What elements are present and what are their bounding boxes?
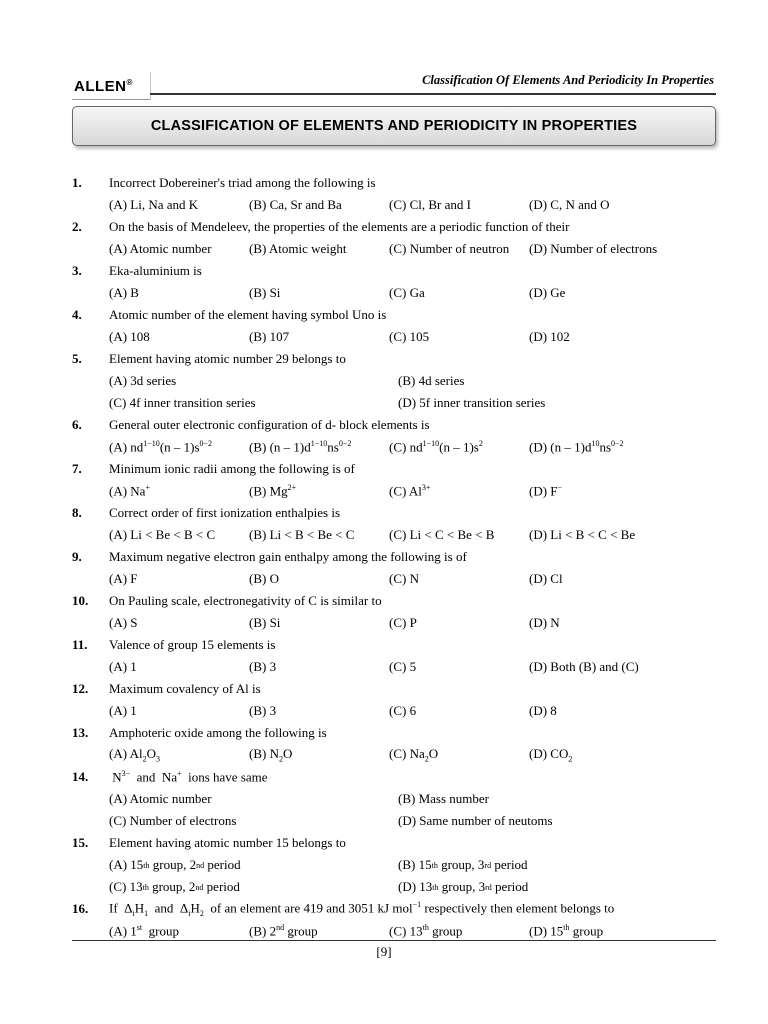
option-a: (A) Atomic number xyxy=(109,241,212,256)
option-c: (C) N xyxy=(389,571,419,586)
question-number: 16. xyxy=(72,901,89,916)
option-d: (D) Same number of neutoms xyxy=(398,813,553,828)
option-c: (C) Ga xyxy=(389,285,425,300)
option-c: (C) Li < C < Be < B xyxy=(389,527,495,542)
option-a: (A) Li, Na and K xyxy=(109,197,199,212)
option-d: (D) Li < B < C < Be xyxy=(529,527,636,542)
question-text: Maximum covalency of Al is xyxy=(109,681,261,696)
question-8 xyxy=(72,502,722,546)
question-text: On Pauling scale, electronegativity of C is similar to xyxy=(109,593,382,608)
option-a: (A) 15 th group, 2 nd period xyxy=(109,857,241,872)
option-a: (A) 108 xyxy=(109,329,150,344)
option-d: (D) 5f inner transition series xyxy=(398,395,546,410)
option-d: (D) 102 xyxy=(529,329,570,344)
option-a: (A) Li < Be < B < C xyxy=(109,527,216,542)
header-title: Classification Of Elements And Periodicity In Properties xyxy=(422,73,714,87)
question-text: Atomic number of the element having symbol Uno is xyxy=(109,307,387,322)
logo-underline xyxy=(72,99,150,100)
option-a: (A) B xyxy=(109,285,139,300)
page-number: [9] xyxy=(376,944,392,959)
option-b: (B) 3 xyxy=(249,659,277,674)
question-number: 6. xyxy=(72,417,82,432)
question-number: 15. xyxy=(72,835,89,850)
question-9 xyxy=(72,546,722,590)
option-d: (D) Number of electrons xyxy=(529,241,658,256)
question-number: 7. xyxy=(72,461,82,476)
option-b: (B) Mass number xyxy=(398,791,489,806)
option-b: (B) O xyxy=(249,571,279,586)
option-a: (A) F xyxy=(109,571,138,586)
header-rule xyxy=(150,93,716,95)
question-number: 13. xyxy=(72,725,89,740)
question-number: 10. xyxy=(72,593,89,608)
question-list xyxy=(72,172,722,942)
option-a: (A) Atomic number xyxy=(109,791,212,806)
question-number: 4. xyxy=(72,307,82,322)
option-b: (B) $N_2O$ xyxy=(249,746,293,764)
option-c: (C) 13 th group, 2 nd period xyxy=(109,879,240,894)
question-15 xyxy=(72,832,722,898)
option-c: (C) 105 xyxy=(389,329,430,344)
option-b: (B) Ca, Sr and Ba xyxy=(249,197,342,212)
option-b: (B) 2nd group xyxy=(249,922,318,939)
option-b: (B) $(n - 1)d^{1-10}ns^{0-2}$ xyxy=(249,438,352,455)
question-10 xyxy=(72,590,722,634)
option-c: (C) 4f inner transition series xyxy=(109,395,256,410)
option-b: (B) 3 xyxy=(249,703,277,718)
option-b: (B) Atomic weight xyxy=(249,241,347,256)
question-number: 11. xyxy=(72,637,88,652)
question-text: General outer electronic configuration of d- block elements is xyxy=(109,417,430,432)
question-text: Maximum negative electron gain enthalpy among the following is of xyxy=(109,549,467,564)
option-d: (D) 15th group xyxy=(529,922,604,939)
option-d: (D) N xyxy=(529,615,560,630)
question-16 xyxy=(72,898,722,942)
question-number: 9. xyxy=(72,549,82,564)
option-c: (C) $Na_2O$ xyxy=(389,746,439,764)
option-d: (D) 13 th group, 3 rd period xyxy=(398,879,529,894)
question-text: Minimum ionic radii among the following is of xyxy=(109,461,355,476)
logo: ALLEN® xyxy=(74,78,133,95)
option-c: (C) Cl, Br and I xyxy=(389,197,471,212)
question-number: 1. xyxy=(72,175,82,190)
option-b: (B) 15 th group, 3 rd period xyxy=(398,857,528,872)
question-number: 3. xyxy=(72,263,82,278)
question-text: Element having atomic number 29 belongs to xyxy=(109,351,346,366)
question-number: 14. xyxy=(72,769,89,784)
option-d: (D) $CO_2$ xyxy=(529,746,573,764)
question-12 xyxy=(72,678,722,722)
option-c: (C) 6 xyxy=(389,703,417,718)
option-d: (D) Ge xyxy=(529,285,566,300)
question-4 xyxy=(72,304,722,348)
question-text: Amphoteric oxide among the following is xyxy=(109,725,327,740)
option-d: (D) Cl xyxy=(529,571,563,586)
option-a: (A) 1st group xyxy=(109,922,179,939)
option-b: (B) Si xyxy=(249,285,281,300)
chapter-banner: CLASSIFICATION OF ELEMENTS AND PERIODICITY IN PROPERTIES xyxy=(72,106,716,146)
option-d: (D) $(n - 1)d^{10}ns^{0-2}$ xyxy=(529,438,624,455)
question-1 xyxy=(72,172,722,216)
option-d: (D) F− xyxy=(529,482,563,499)
question-5 xyxy=(72,348,722,414)
option-b: (B) Li < B < Be < C xyxy=(249,527,355,542)
question-number: 2. xyxy=(72,219,82,234)
question-text: $N^{3-}$ and Na+ ions have same xyxy=(109,768,268,785)
option-a: (A) Na+ xyxy=(109,482,150,499)
option-b: (B) 4d series xyxy=(398,373,465,388)
option-d: (D) 8 xyxy=(529,703,557,718)
question-text: Incorrect Dobereiner's triad among the following is xyxy=(109,175,376,190)
question-text: Correct order of first ionization enthalpies is xyxy=(109,505,341,520)
option-a: (A) $nd^{1-10}(n - 1)s^{0-2}$ xyxy=(109,438,213,455)
option-b: (B) $Mg^{2+}$ xyxy=(249,482,297,499)
option-c: (C) Number of electrons xyxy=(109,813,237,828)
question-text: Eka-aluminium is xyxy=(109,263,202,278)
option-d: (D) Both (B) and (C) xyxy=(529,659,639,674)
option-c: (C) 5 xyxy=(389,659,417,674)
question-number: 12. xyxy=(72,681,89,696)
footer-rule xyxy=(72,940,716,941)
question-2 xyxy=(72,216,722,260)
question-text: If $\Delta_iH_1$ and $\Delta_iH_2$ of an element are 419 and 3051 kJ mol$^{-1}$ respectively then element belongs to xyxy=(109,900,615,918)
option-c: (C) Number of neutron xyxy=(389,241,510,256)
question-7 xyxy=(72,458,722,502)
option-c: (C) $nd^{1-10}(n - 1)s^2$ xyxy=(389,438,483,455)
option-a: (A) 3d series xyxy=(109,373,177,388)
option-c: (C) $Al^{3+}$ xyxy=(389,482,431,499)
question-text: On the basis of Mendeleev, the properties of the elements are a periodic function of their xyxy=(109,219,570,234)
question-number: 5. xyxy=(72,351,82,366)
question-text: Element having atomic number 15 belongs to xyxy=(109,835,346,850)
option-a: (A) S xyxy=(109,615,138,630)
question-11 xyxy=(72,634,722,678)
header-divider xyxy=(150,72,151,100)
option-c: (C) 13th group xyxy=(389,922,463,939)
option-b: (B) Si xyxy=(249,615,281,630)
option-a: (A) 1 xyxy=(109,703,137,718)
question-13 xyxy=(72,722,722,766)
option-a: (A) $Al_2O_3$ xyxy=(109,746,160,764)
question-number: 8. xyxy=(72,505,82,520)
option-c: (C) P xyxy=(389,615,417,630)
question-14 xyxy=(72,766,722,832)
option-d: (D) C, N and O xyxy=(529,197,610,212)
option-b: (B) 107 xyxy=(249,329,290,344)
question-6 xyxy=(72,414,722,458)
question-text: Valence of group 15 elements is xyxy=(109,637,276,652)
option-a: (A) 1 xyxy=(109,659,137,674)
question-3 xyxy=(72,260,722,304)
